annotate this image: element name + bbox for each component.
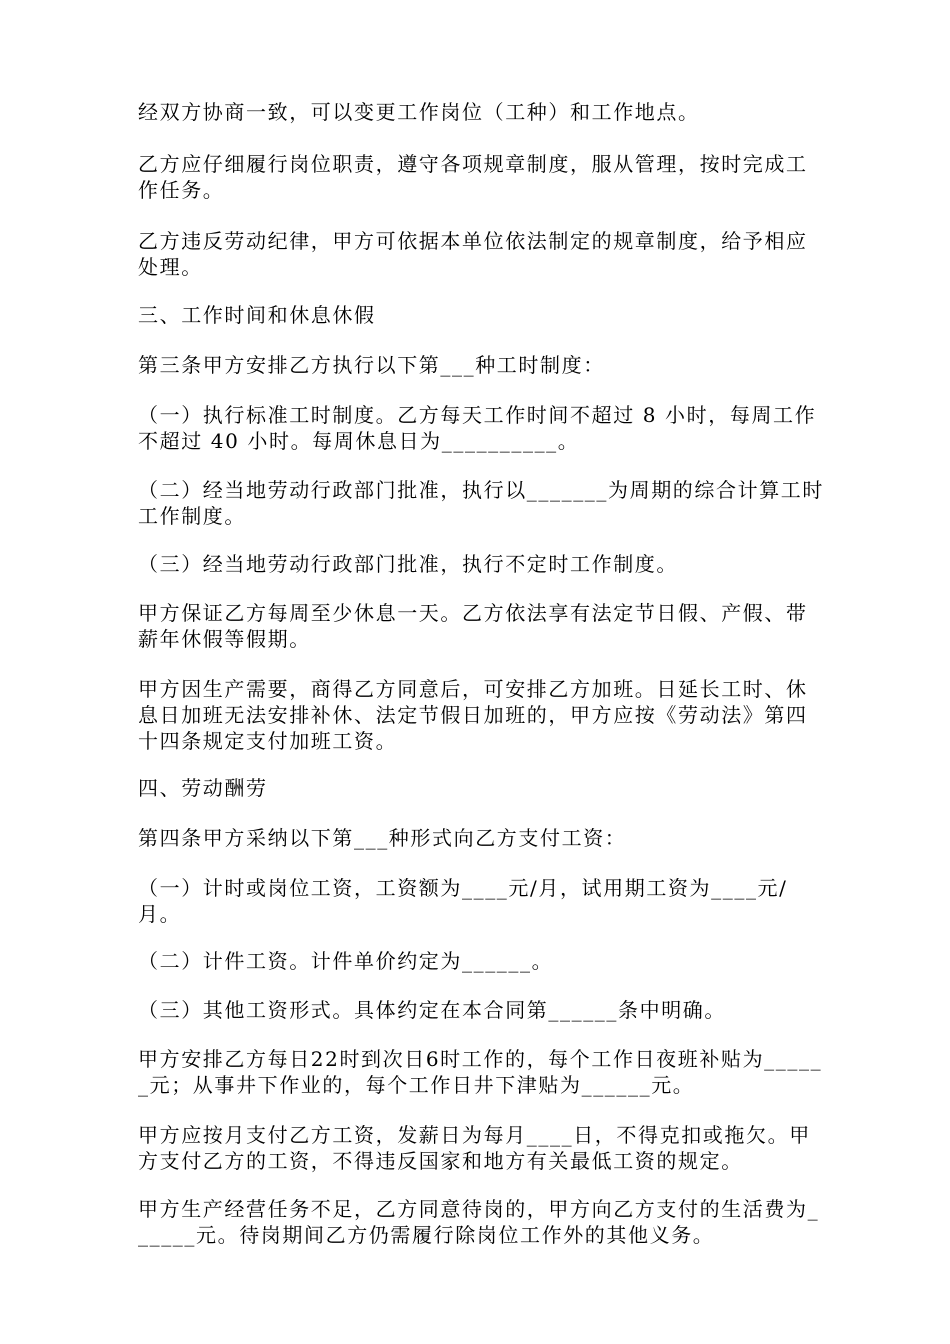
paragraph-time-wage: （一）计时或岗位工资，工资额为____元/月，试用期工资为____元/月。 (138, 876, 788, 926)
paragraph-article-4: 第四条甲方采纳以下第___种形式向乙方支付工资： (138, 826, 627, 850)
paragraph-piece-wage: （二）计件工资。计件单价约定为______。 (138, 949, 554, 973)
paragraph-change-position: 经双方协商一致，可以变更工作岗位（工种）和工作地点。 (138, 100, 700, 124)
paragraph-rest-guarantee: 甲方保证乙方每周至少休息一天。乙方依法享有法定节日假、产假、带薪年休假等假期。 (138, 601, 808, 651)
paragraph-comprehensive-hours: （二）经当地劳动行政部门批准，执行以_______为周期的综合计算工时工作制度。 (138, 478, 824, 528)
paragraph-discipline: 乙方违反劳动纪律，甲方可依据本单位依法制定的规章制度，给予相应处理。 (138, 229, 808, 279)
section-heading-remuneration: 四、劳动酬劳 (138, 776, 268, 800)
section-heading-work-time: 三、工作时间和休息休假 (138, 303, 376, 327)
paragraph-article-3: 第三条甲方安排乙方执行以下第___种工时制度： (138, 353, 605, 377)
paragraph-standby-allowance: 甲方生产经营任务不足，乙方同意待岗的，甲方向乙方支付的生活费为______元。待岗期间乙方仍需履行除岗位工作外的其他义务。 (138, 1197, 820, 1247)
paragraph-payday: 甲方应按月支付乙方工资，发薪日为每月____日，不得克扣或拖欠。甲方支付乙方的工资，不得违反国家和地方有关最低工资的规定。 (138, 1123, 811, 1173)
paragraph-overtime: 甲方因生产需要，商得乙方同意后，可安排乙方加班。日延长工时、休息日加班无法安排补休、法定节假日加班的，甲方应按《劳动法》第四十四条规定支付加班工资。 (138, 677, 808, 753)
paragraph-flexible-hours: （三）经当地劳动行政部门批准，执行不定时工作制度。 (138, 552, 678, 576)
paragraph-night-allowance: 甲方安排乙方每日22时到次日6时工作的，每个工作日夜班补贴为______元；从事井下作业的，每个工作日井下津贴为______元。 (138, 1047, 823, 1097)
paragraph-duties: 乙方应仔细履行岗位职责，遵守各项规章制度，服从管理，按时完成工作任务。 (138, 152, 808, 202)
paragraph-standard-hours: （一）执行标准工时制度。乙方每天工作时间不超过 8 小时，每周工作不超过 40 小时。每周休息日为__________。 (138, 403, 817, 453)
paragraph-other-wage: （三）其他工资形式。具体约定在本合同第______条中明确。 (138, 998, 726, 1022)
